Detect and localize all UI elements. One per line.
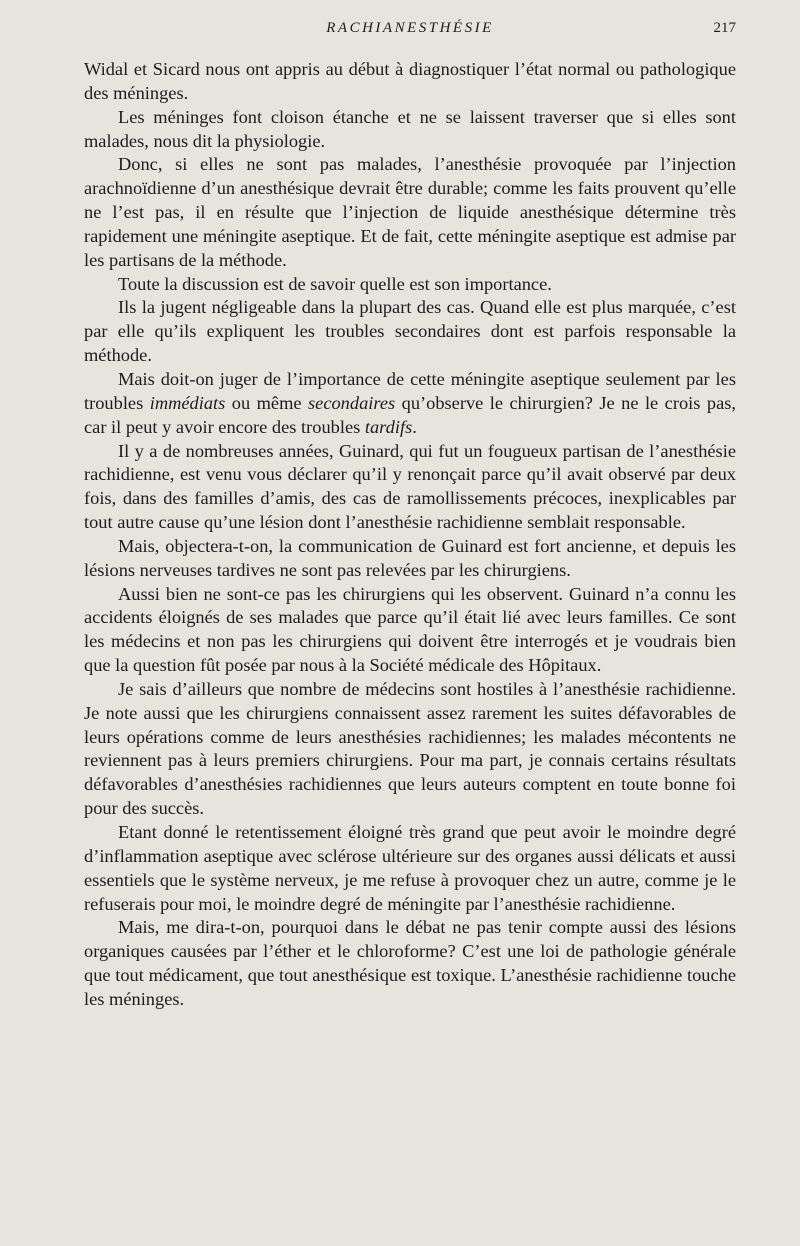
- emphasis-immediats: immédiats: [149, 392, 226, 413]
- paragraph-8: Mais, objectera-t-on, la communication de Guinard est fort ancienne, et depuis les lésions nerveuses tardives ne sont pas relevées par les chirurgiens.: [84, 535, 736, 580]
- paragraph-2: Les méninges font cloison étanche et ne se laissent traverser que si elles sont malades, nous dit la physiologie.: [84, 106, 736, 151]
- page-number: 217: [713, 20, 736, 36]
- paragraph-6: [84, 368, 736, 440]
- emphasis-secondaires: secondaires: [308, 392, 396, 413]
- paragraph-12: Mais, me dira-t-on, pourquoi dans le débat ne pas tenir compte aussi des lésions organiques causées par l’éther et le chloroforme? C’est une loi de pathologie générale que tout médicament, que tout anesthésique est toxique. L’anesthésie rachidienne touche les méninges.: [84, 917, 736, 1009]
- paragraph-6-text-a: Mais doit-on juger de l’importance de cette méningite aseptique seulement par les troubles: [84, 368, 736, 413]
- paragraph-9: Aussi bien ne sont-ce pas les chirurgiens qui les observent. Guinard n’a connu les accidents éloignés de ses malades que parce qu’il était lié avec leurs familles. Ce sont les médecins et non pas les chirurgiens qui doivent être interrogés et je voudrais bien que la question fût posée par nous à la Société médicale des Hôpitaux.: [84, 583, 736, 676]
- paragraph-6-text-c: qu’observe le chirurgien? Je ne le crois pas, car il peut y avoir encore des troubles: [84, 392, 736, 437]
- paragraph-11: Etant donné le retentissement éloigné très grand que peut avoir le moindre degré d’inflammation aseptique avec sclérose ultérieure sur des organes aussi délicats et aussi essentiels que le système nerveux, je me refuse à provoquer chez un autre, comme je le refuserais pour moi, le moindre degré de méningite par l’anesthésie rachidienne.: [84, 822, 736, 914]
- paragraph-5: Ils la jugent négligeable dans la plupart des cas. Quand elle est plus marquée, c’est par elle qu’ils expliquent les troubles secondaires dont est parfois responsable la méthode.: [84, 297, 736, 366]
- paragraph-4: Toute la discussion est de savoir quelle est son importance.: [118, 273, 552, 294]
- paragraph-7: Il y a de nombreuses années, Guinard, qui fut un fougueux partisan de l’anesthésie rachidienne, est venu vous déclarer qu’il y renonçait parce qu’il avait observé par deux fois, dans des familles d’amis, des cas de ramollissements précoces, inexplicables par tout autre cause qu’une lésion dont l’anesthésie rachidienne semblait responsable.: [84, 440, 736, 533]
- paragraph-6-text-b: ou même: [225, 392, 308, 413]
- paragraph-1: Widal et Sicard nous ont appris au début à diagnostiquer l’état normal ou pathologique des méninges.: [84, 59, 736, 103]
- emphasis-tardifs: tardifs: [364, 416, 413, 437]
- paragraph-3: Donc, si elles ne sont pas malades, l’anesthésie provoquée par l’injection arachnoïdienne d’un anesthésique devrait être durable; comme les faits prouvent qu’elle ne l’est pas, il en résulte que l’injection de liquide anesthésique détermine très rapidement une méningite aseptique. Et de fait, cette méningite aseptique est admise par les partisans de la méthode.: [84, 154, 736, 270]
- body-text: [84, 58, 736, 1012]
- paragraph-10: Je sais d’ailleurs que nombre de médecins sont hostiles à l’anesthésie rachidienne. Je note aussi que les chirurgiens connaissent assez rarement les suites défavorables de leurs opérations comme de leurs anesthésies rachidiennes; les malades mécontents ne reviennent pas à leurs premiers chirurgiens. Pour ma part, je connais certains résultats défavorables d’anesthésies rachidiennes que leurs auteurs comptent en toute bonne foi pour des succès.: [84, 678, 736, 819]
- running-head: [84, 20, 736, 44]
- running-title: RACHIANESTHÉSIE: [326, 20, 494, 36]
- paragraph-6-text-d: .: [412, 416, 417, 437]
